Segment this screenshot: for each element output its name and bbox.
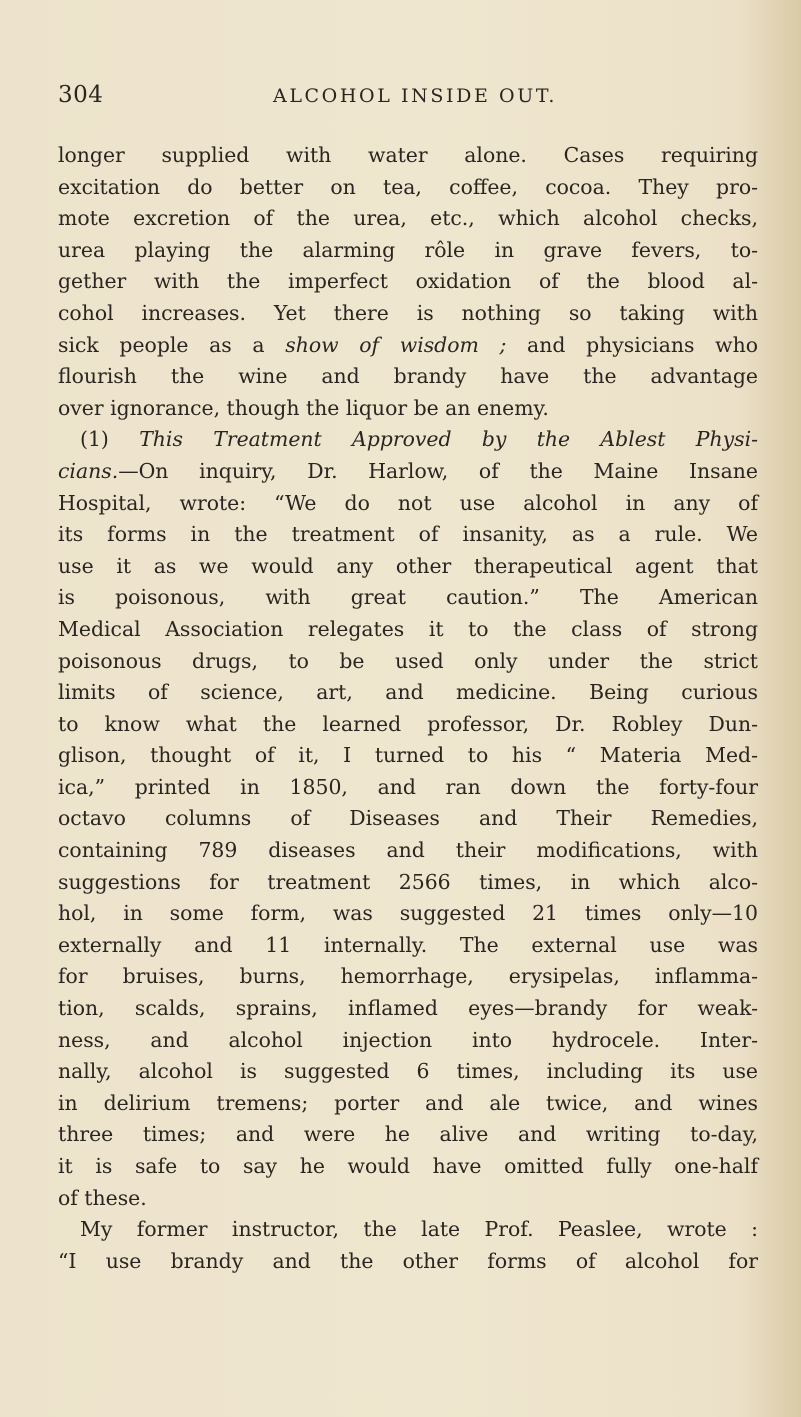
text-line: nally, alcohol is suggested 6 times, including its use — [58, 1059, 758, 1084]
text-line: it is safe to say he would have omitted fully one-half — [58, 1154, 758, 1178]
text-line: glison, thought of it, I turned to his “ Materia Med- — [58, 743, 758, 768]
text-line: of these. — [58, 1185, 147, 1210]
text-line: mote excretion of the urea, etc., which alcohol checks, — [58, 206, 758, 231]
text-line: excitation do better on tea, coffee, cocoa. They pro- — [58, 174, 758, 199]
text-line: its forms in the treatment of insanity, as a rule. We — [58, 522, 758, 547]
text-run: and physicians who — [506, 332, 758, 357]
text-run: —On inquiry, Dr. Harlow, of the Maine Insane — [118, 458, 758, 483]
text-line: ica,” printed in 1850, and ran down the forty-four — [58, 774, 758, 799]
text-line: hol, in some form, was suggested 21 times only—10 — [58, 901, 758, 926]
text-line: containing 789 diseases and their modifications, with — [58, 838, 758, 863]
text-line — [58, 424, 758, 456]
text-line: gether with the imperfect oxidation of the blood al- — [58, 269, 758, 294]
text-line: My former instructor, the late Prof. Peaslee, wrote : — [80, 1217, 758, 1242]
text-line: cohol increases. Yet there is nothing so taking with — [58, 300, 758, 325]
text-line: octavo columns of Diseases and Their Remedies, — [58, 806, 758, 831]
text-line: is poisonous, with great caution.” The American — [58, 585, 758, 610]
text-line: flourish the wine and brandy have the advantage — [58, 364, 758, 389]
text-line: to know what the learned professor, Dr. Robley Dun- — [58, 711, 758, 736]
text-line — [58, 456, 758, 488]
italic-phrase: show of wisdom ; — [285, 332, 507, 357]
text-line: ness, and alcohol injection into hydrocele. Inter- — [58, 1027, 758, 1052]
text-line: Medical Association relegates it to the class of strong — [58, 616, 758, 641]
text-line: poisonous drugs, to be used only under the strict — [58, 648, 758, 673]
text-line: “I use brandy and the other forms of alcohol for — [58, 1248, 758, 1273]
text-line: urea playing the alarming rôle in grave fevers, to- — [58, 237, 758, 262]
text-line: for bruises, burns, hemorrhage, erysipelas, inflamma- — [58, 964, 758, 989]
running-title: ALCOHOL INSIDE OUT. — [273, 85, 557, 107]
text-line: externally and 11 internally. The external use was — [58, 932, 758, 957]
body-text — [58, 140, 758, 1277]
text-line: over ignorance, though the liquor be an enemy. — [58, 395, 549, 420]
section-heading-italic: This Treatment Approved by the Ablest Physi- — [139, 427, 758, 452]
text-line: limits of science, art, and medicine. Being curious — [58, 680, 758, 705]
page-number: 304 — [58, 82, 104, 108]
text-line: in delirium tremens; porter and ale twice, and wines — [58, 1090, 758, 1115]
text-run: (1) — [80, 427, 140, 452]
text-line: tion, scalds, sprains, inflamed eyes—brandy for weak- — [58, 996, 758, 1021]
text-line — [58, 330, 758, 362]
text-line: longer supplied with water alone. Cases requiring — [58, 143, 758, 167]
text-line: three times; and were he alive and writing to-day, — [58, 1122, 758, 1147]
text-line: suggestions for treatment 2566 times, in which alco- — [58, 869, 758, 894]
text-run: sick people as a — [58, 332, 286, 357]
section-heading-italic: cians. — [58, 458, 119, 483]
text-line: use it as we would any other therapeutical agent that — [58, 553, 758, 578]
text-line: Hospital, wrote: “We do not use alcohol in any of — [58, 490, 758, 515]
page-header — [58, 82, 698, 122]
